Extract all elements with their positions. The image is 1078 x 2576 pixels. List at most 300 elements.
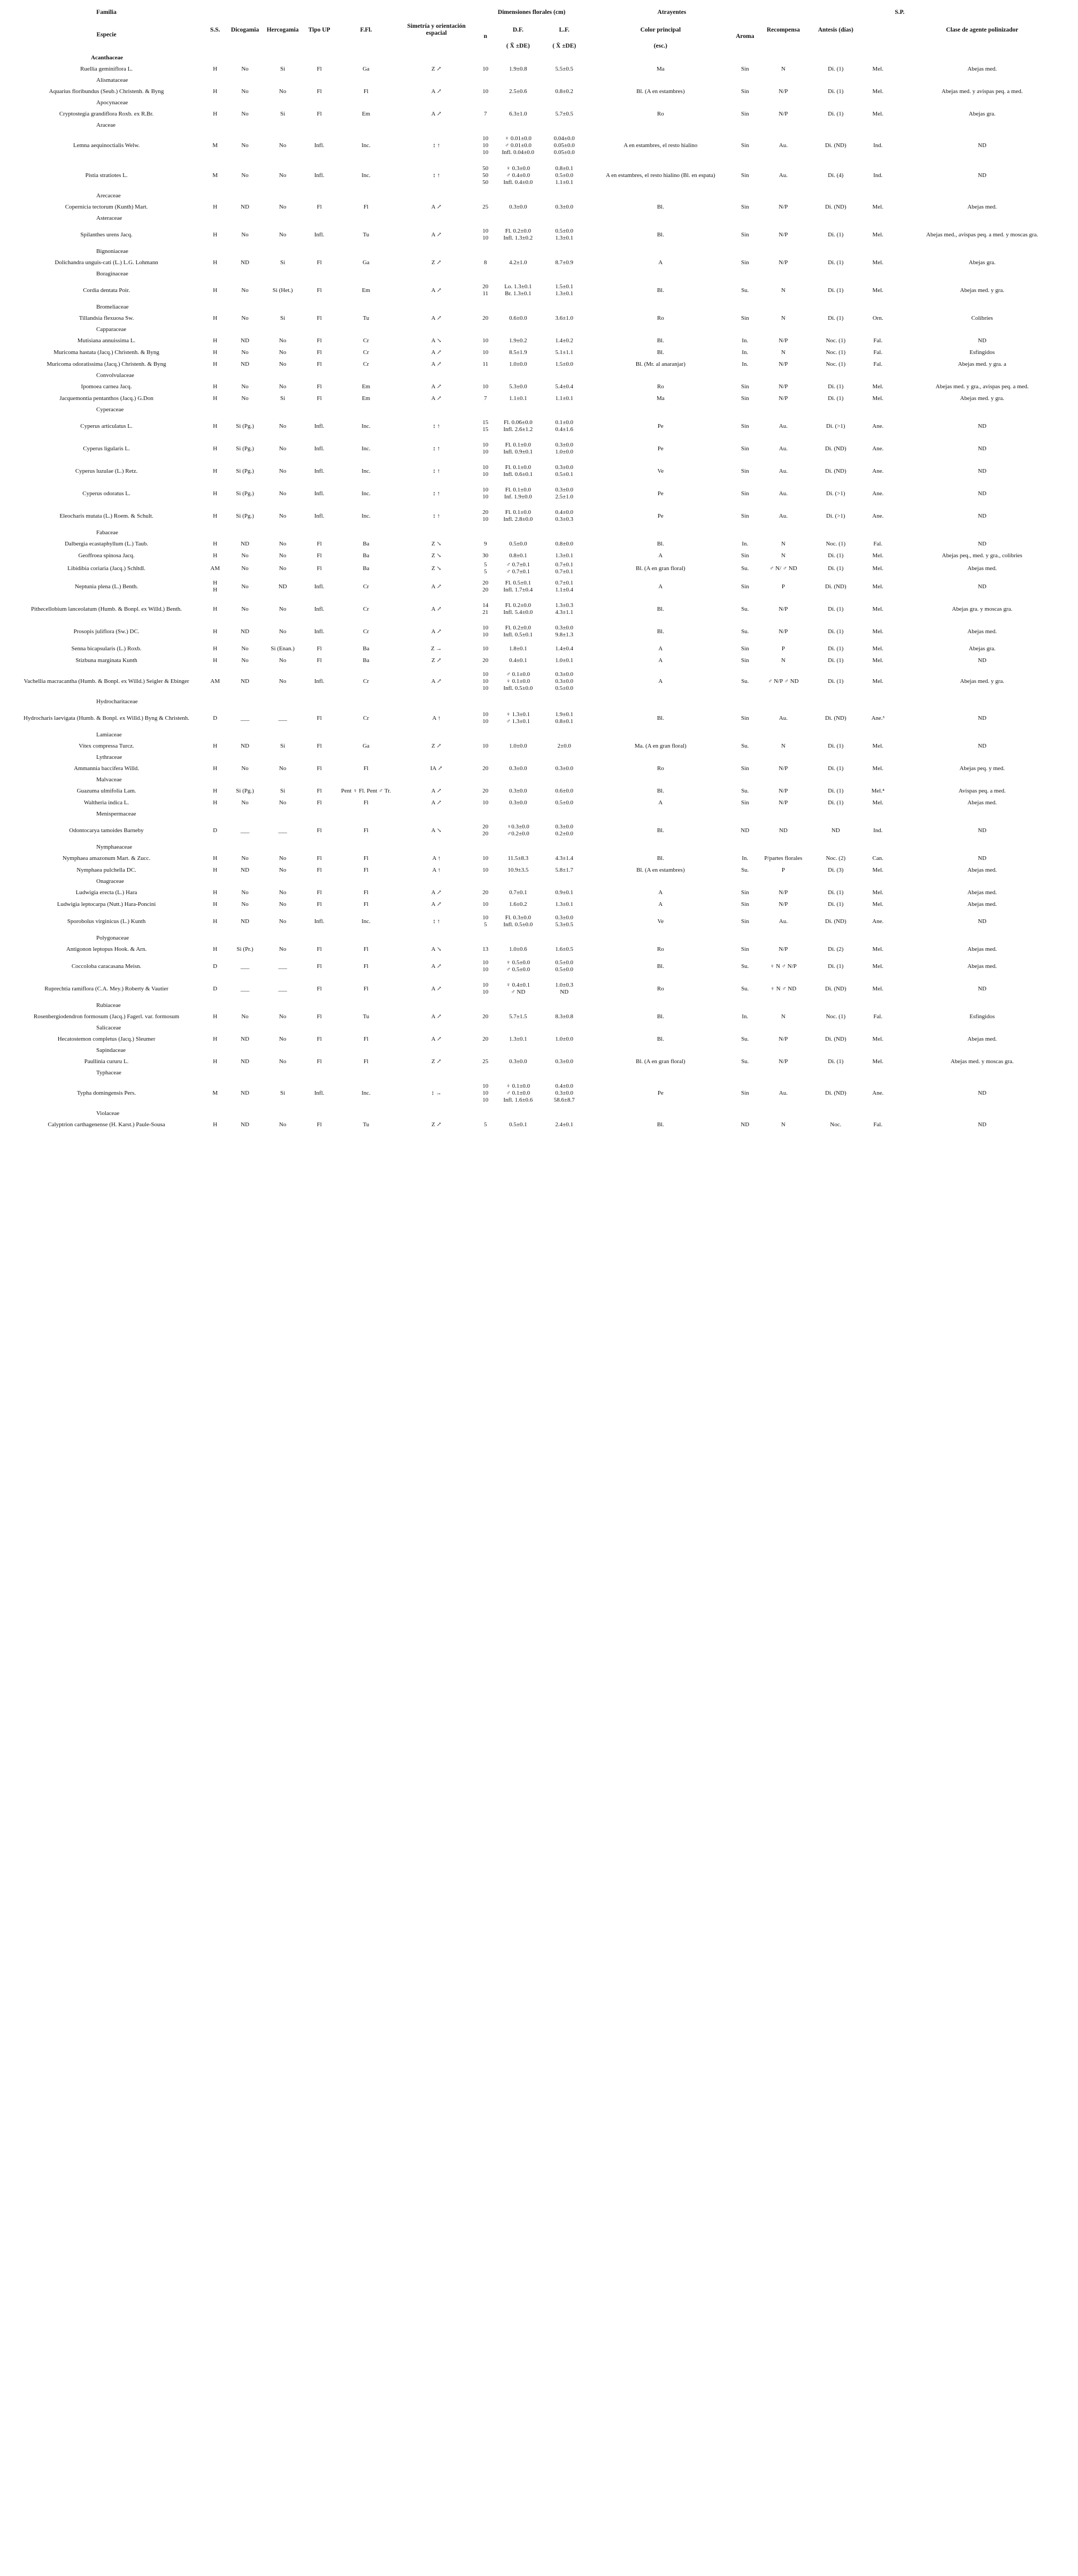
family-row [11,876,1069,887]
aroma-cell: Sin [741,645,749,652]
recompensa-cell: N [781,552,786,559]
sp-cell: Mel. [872,583,884,590]
ffl-cell: Em [361,287,371,294]
lf-cell: 0.3±0.0 9.8±1.3 [555,625,573,638]
color-cell: A [658,259,663,266]
family-name: Acanthaceae [91,54,123,61]
species-name-cell: Stizbuna marginata Kunth [75,657,137,664]
lf-cell: 0.3±0.0 [555,765,573,772]
df-cell: 2.5±0.6 [509,88,527,95]
df-cell: Fl. 0.2±0.0 Infl. 0.5±0.1 [503,625,533,638]
simetria-cell: Z ↘ [431,552,442,559]
family-name: Typhaceae [96,1069,121,1076]
species-row [11,785,1069,797]
aroma-cell: Su. [741,605,749,612]
aroma-cell: Sin [741,110,749,117]
ss-cell: H [213,490,218,497]
df-cell: 10.9±3.5 [507,866,529,873]
aroma-cell: Sin [741,395,749,402]
lf-cell: 0.9±0.1 [555,889,573,896]
aroma-cell: Sin [741,765,749,772]
simetria-cell: A ↗ [431,605,442,612]
clase-cell: Abejas med. [967,65,997,72]
ffl-cell: Fl [363,945,369,952]
clase-cell: ND [977,918,987,925]
clase-cell: Abejas med. y gra. a [958,360,1006,367]
aroma-cell: Su. [741,628,749,635]
species-row [11,279,1069,302]
sp-cell: Mel. [872,963,884,970]
lf-cell: 1.3±0.1 [555,901,573,908]
simetria-cell: A ↗ [431,383,442,390]
aroma-cell: ND [741,827,750,834]
clase-cell: ND [977,742,987,749]
clase-cell: Abejas med. y gra. [960,287,1005,294]
dicogamia-cell: No [241,383,249,390]
family-name: Violaceae [96,1110,120,1117]
dicogamia-cell: No [241,855,249,862]
lf-cell: 4.3±1.4 [555,855,573,862]
species-row [11,978,1069,1000]
tipo-up-cell: Fl [317,866,322,873]
antesis-cell: Di. (ND) [825,583,846,590]
recompensa-cell: Au. [779,172,788,179]
simetria-cell: Z ↘ [431,565,442,572]
df-cell: 1.0±0.6 [509,945,527,952]
species-name-cell: Rosenbergiodendron formosum (Jacq.) Fagerl. var. formosum [33,1013,180,1020]
df-cell: ♂ 0.7±0.1 ♂ 0.7±0.1 [506,562,530,575]
species-row [11,63,1069,75]
n-cell: 10 [482,65,489,72]
df-cell: 5.7±1.5 [509,1013,527,1020]
ffl-cell: Fl [363,963,369,970]
species-row [11,707,1069,729]
color-cell: A [658,583,663,590]
ss-cell: H [213,645,218,652]
df-cell: 0.5±0.1 [509,1121,527,1128]
family-name: Onagraceae [96,878,124,885]
tipo-up-cell: Fl [317,287,322,294]
recompensa-cell: N [781,287,786,294]
header-n: n [483,33,487,40]
color-cell: Bl. [657,231,664,238]
recompensa-cell: ♂ N/P ♂ ND [768,678,799,685]
sp-cell: Mel. [872,565,884,572]
ss-cell: H [213,467,218,474]
df-cell: Fl. 0.5±0.1 Infl. 1.7±0.4 [503,580,533,593]
n-cell: 50 50 50 [482,165,489,186]
simetria-cell: A ↗ [431,349,442,356]
family-row [11,213,1069,224]
hercogamia-cell: No [279,467,287,474]
dicogamia-cell: No [241,1013,249,1020]
clase-cell: ND [977,540,987,547]
ffl-cell: Tu [363,1013,369,1020]
tipo-up-cell: Fl [317,985,322,992]
hercogamia-cell: No [279,445,287,452]
species-name-cell: Lemna aequinoctialis Welw. [73,142,140,149]
simetria-cell: A ↗ [431,583,442,590]
species-name-cell: Pistia stratiotes L. [85,172,128,179]
lf-cell: 0.3±0.0 5.3±0.5 [555,914,573,928]
recompensa-cell: N [781,742,786,749]
df-cell: Fl. 0.06±0.0 Infl. 2.6±1.2 [503,419,533,433]
hercogamia-cell: No [279,901,287,908]
species-name-cell: Hecatostemon completus (Jacq.) Sleumer [57,1035,156,1042]
simetria-cell: ↕ ↑ [433,422,441,429]
species-name-cell: Antigonon leptopus Hook. & Arn. [66,945,147,952]
ss-cell: D [213,714,218,721]
color-cell: Bl. [657,349,664,356]
hercogamia-cell: No [279,1058,287,1065]
antesis-cell: Di. (3) [828,866,844,873]
clase-cell: Abejas peq. y med. [959,765,1005,772]
species-row [11,437,1069,460]
tipo-up-cell: Fl [317,110,322,117]
species-row [11,562,1069,575]
n-cell: 10 10 [482,464,489,478]
header-color-sub: (esc.) [653,42,667,49]
ffl-cell: Cr [363,337,369,344]
species-name-cell: Coccoloba caracasana Meisn. [71,963,142,970]
family-name: Asteraceae [96,214,122,221]
lf-cell: 0.8±0.2 [555,88,573,95]
recompensa-cell: Au. [779,142,788,149]
hercogamia-cell: ___ [278,963,287,970]
recompensa-cell: N/P [779,889,788,896]
family-name: Araceae [96,121,116,128]
species-row [11,130,1069,160]
hercogamia-cell: No [279,337,287,344]
hercogamia-cell: No [279,383,287,390]
sp-cell: Mel. [872,287,884,294]
clase-cell: Abejas gra. [968,259,996,266]
family-name: Malvaceae [96,776,122,783]
sp-cell: Mel. [872,678,884,685]
hercogamia-cell: Si [280,314,286,321]
antesis-cell: Di. (1) [828,963,844,970]
n-cell: 20 [482,765,489,772]
ss-cell: H [213,337,218,344]
species-name-cell: Mutisiana annuissima L. [77,337,136,344]
antesis-cell: Di. (1) [828,259,844,266]
clase-cell: Abejas med. [967,901,997,908]
ss-cell: H [213,889,218,896]
aroma-cell: Sin [741,945,749,952]
sp-cell: Ane. [872,422,884,429]
recompensa-cell: ♂ N/ ♂ ND [769,565,797,572]
hercogamia-cell: No [279,360,287,367]
df-cell: ♀ 0.1±0.0 ♂ 0.1±0.0 Infl. 1.6±0.6 [503,1082,533,1103]
n-cell: 14 21 [482,602,489,616]
aroma-cell: Su. [741,963,749,970]
species-row [11,763,1069,774]
hercogamia-cell: Si (Het.) [272,287,293,294]
tipo-up-cell: Infl. [314,512,325,519]
ss-cell: H [213,1058,218,1065]
color-cell: Ro [657,945,664,952]
recompensa-cell: P [781,583,785,590]
tipo-up-cell: Fl [317,1058,322,1065]
tipo-up-cell: Infl. [314,678,325,685]
simetria-cell: A ↘ [431,945,442,952]
df-cell: 1.1±0.1 [509,395,527,402]
df-cell: 4.2±1.0 [509,259,527,266]
species-row [11,538,1069,550]
species-name-cell: Ludwigia leptocarpa (Nutt.) Hara-Poncini [57,901,156,908]
simetria-cell: A ↑ [432,866,441,873]
aroma-cell: In. [742,337,749,344]
dicogamia-cell: No [241,88,249,95]
df-cell: 0.3±0.0 [509,1058,527,1065]
clase-cell: Avispas peq. a med. [958,787,1006,794]
df-cell: 0.4±0.1 [509,657,527,664]
ffl-cell: Inc. [361,1089,371,1096]
species-name-cell: Ruellia geminiflora L. [80,65,133,72]
clase-cell: Esfíngidos [969,349,995,356]
simetria-cell: A ↗ [431,110,442,117]
simetria-cell: A ↗ [431,963,442,970]
ss-cell: H [213,287,218,294]
ffl-cell: Fl [363,866,369,873]
species-name-cell: Neptunia plena (L.) Benth. [74,583,138,590]
dicogamia-cell: No [241,395,249,402]
n-cell: 20 11 [482,283,489,297]
lf-cell: 0.3±0.0 0.3±0.0 0.5±0.0 [555,671,573,691]
aroma-cell: Su. [741,287,749,294]
species-row [11,819,1069,842]
recompensa-cell: N [781,1121,786,1128]
lf-cell: 0.6±0.0 [555,787,573,794]
ffl-cell: Inc. [361,142,371,149]
family-name: Nymphaeaceae [96,843,133,850]
dicogamia-cell: Si (Pg.) [236,445,254,452]
header-antesis: Antesis (días) [818,26,853,33]
recompensa-cell: N/P [779,1035,788,1042]
lf-cell: 0.4±0.0 0.3±0.0 58.6±8.7 [553,1082,575,1103]
ffl-cell: Em [361,383,371,390]
hercogamia-cell: Si [280,110,286,117]
hercogamia-cell: No [279,1121,287,1128]
aroma-cell: Sin [741,918,749,925]
ss-cell: H [213,628,218,635]
sp-cell: Can. [872,855,884,862]
dicogamia-cell: No [241,799,249,806]
clase-cell: Abejas peq., med. y gra., colibríes [942,552,1022,559]
recompensa-cell: N/P [779,203,788,210]
recompensa-cell: Au. [779,467,788,474]
n-cell: 8 [484,259,487,266]
ffl-cell: Tu [363,1121,369,1128]
species-name-cell: Cyperus luzulae (L.) Retz. [75,467,138,474]
header-clase: Clase de agente polinizador [946,26,1019,33]
dicogamia-cell: Si (Pg.) [236,422,254,429]
lf-cell: 3.6±1.0 [555,314,573,321]
df-cell: ♂ 0.1±0.0 ♀ 0.1±0.0 Infl. 0.5±0.0 [503,671,533,691]
n-cell: 7 [484,110,487,117]
tipo-up-cell: Infl. [314,605,325,612]
header-especie: Especie [96,31,117,38]
n-cell: 15 15 [482,419,489,433]
clase-cell: Colibríes [971,314,993,321]
hercogamia-cell: No [279,765,287,772]
dicogamia-cell: ND [241,203,250,210]
species-row [11,910,1069,933]
antesis-cell: Di. (ND) [825,142,846,149]
ffl-cell: Pent ♀ Fl. Pent ♂ Tr. [341,787,391,794]
simetria-cell: A ↗ [431,1013,442,1020]
color-cell: A [658,552,663,559]
antesis-cell: Di. (ND) [825,1089,846,1096]
sp-cell: Mel. [872,799,884,806]
species-name-cell: Guazuma ulmifolia Lam. [76,787,136,794]
aroma-cell: Sin [741,172,749,179]
sp-cell: Ane. [872,1089,884,1096]
hercogamia-cell: No [279,678,287,685]
n-cell: 10 10 [482,442,489,455]
family-name: Cyperaceae [96,406,124,413]
n-cell: 7 [484,395,487,402]
n-cell: 10 [482,88,489,95]
dicogamia-cell: Si (Pg.) [236,512,254,519]
color-cell: Bl. (A en gran floral) [636,565,686,572]
aroma-cell: Sin [741,88,749,95]
tipo-up-cell: Fl [317,714,322,721]
header-dimensiones: Dimensiones florales (cm) [497,9,566,16]
antesis-cell: Di. (1) [828,657,844,664]
dicogamia-cell: No [241,605,249,612]
n-cell: 5 5 [484,562,487,575]
aroma-cell: Su. [741,742,749,749]
family-name: Alismataceae [96,76,128,83]
aroma-cell: Sin [741,467,749,474]
family-row [11,75,1069,86]
tipo-up-cell: Fl [317,945,322,952]
species-name-cell: Dalbergia ecastaphyllum (L.) Taub. [64,540,149,547]
sp-cell: Mel. [872,889,884,896]
sp-cell: Mel. [872,605,884,612]
species-name-cell: Typha domingensis Pers. [76,1089,136,1096]
aroma-cell: Sin [741,1089,749,1096]
species-name-cell: Eleocharis mutata (L.) Roem. & Schult. [59,512,153,519]
n-cell: 10 10 [482,959,489,973]
ffl-cell: Fl [363,985,369,992]
color-cell: Pe [657,422,664,429]
recompensa-cell: N/P [779,901,788,908]
n-cell: 10 10 [482,711,489,725]
recompensa-cell: N/P [779,765,788,772]
hercogamia-cell: No [279,231,287,238]
species-row [11,864,1069,876]
ffl-cell: Fl [363,827,369,834]
simetria-cell: A ↗ [431,231,442,238]
header-ss: S.S. [210,26,220,33]
dicogamia-cell: Si (Pr.) [236,945,253,952]
hercogamia-cell: No [279,565,287,572]
species-row [11,550,1069,562]
tipo-up-cell: Fl [317,314,322,321]
hercogamia-cell: Si [280,1089,286,1096]
antesis-cell: Di. (ND) [825,203,846,210]
df-cell: ♀0.3±0.0 ♂0.2±0.0 [506,824,529,837]
clase-cell: ND [977,512,987,519]
tipo-up-cell: Infl. [314,172,325,179]
recompensa-cell: Au. [779,445,788,452]
hercogamia-cell: No [279,657,287,664]
dicogamia-cell: ND [241,259,250,266]
hercogamia-cell: No [279,628,287,635]
clase-cell: ND [977,1121,987,1128]
antesis-cell: Noc. [830,1121,842,1128]
dicogamia-cell: ND [241,540,250,547]
sp-cell: Mel. [872,901,884,908]
df-cell: 1.0±0.0 [509,360,527,367]
simetria-cell: A ↑ [432,714,441,721]
ffl-cell: Ba [363,657,369,664]
antesis-cell: Di. (1) [828,88,844,95]
dicogamia-cell: ___ [240,714,250,721]
species-row [11,393,1069,404]
ffl-cell: Inc. [361,172,371,179]
header-df-sub: ( X̄ ±DE) [506,42,530,49]
tipo-up-cell: Infl. [314,918,325,925]
ffl-cell: Ga [363,259,369,266]
header-ffl: F.Fl. [360,26,372,33]
df-cell: 0.3±0.0 [509,765,527,772]
sp-cell: Mel. [872,88,884,95]
header-color: Color principal [640,26,681,33]
dicogamia-cell: No [241,657,249,664]
hercogamia-cell: ___ [278,714,287,721]
tipo-up-cell: Infl. [314,231,325,238]
dicogamia-cell: No [241,142,249,149]
color-cell: Bl. [657,287,664,294]
df-cell: 0.3±0.0 [509,203,527,210]
species-name-cell: Nymphaea pulchella DC. [76,866,136,873]
clase-cell: ND [977,985,987,992]
color-cell: Ve [657,918,664,925]
hercogamia-cell: No [279,203,287,210]
dicogamia-cell: ND [241,742,250,749]
aroma-cell: In. [742,855,749,862]
species-name-cell: Hydrocharis laevigata (Humb. & Bonpl. ex Willd.) Byng & Christenh. [24,714,190,721]
sp-cell: Fal. [873,360,883,367]
ffl-cell: Ga [363,65,369,72]
lf-cell: 0.3±0.0 1.0±0.0 [555,442,573,455]
header-lf: L.F. [559,26,569,33]
family-row [11,1000,1069,1011]
simetria-cell: A ↗ [431,203,442,210]
lf-cell: 0.3±0.0 [555,1058,573,1065]
sp-cell: Ind. [873,827,883,834]
tipo-up-cell: Fl [317,552,322,559]
n-cell: 10 [482,855,489,862]
tipo-up-cell: Fl [317,855,322,862]
ss-cell: D [213,985,218,992]
lf-cell: 0.1±0.0 0.4±1.6 [555,419,573,433]
species-name-cell: Waltheria indica L. [83,799,129,806]
family-name: Lythraceae [96,753,122,760]
sp-cell: Orn. [872,314,883,321]
color-cell: A [658,645,663,652]
aroma-cell: Su. [741,1058,749,1065]
simetria-cell: A ↗ [431,287,442,294]
recompensa-cell: P [781,866,785,873]
species-row [11,335,1069,347]
color-cell: Ro [657,110,664,117]
sp-cell: Ind. [873,142,883,149]
species-row [11,1033,1069,1045]
